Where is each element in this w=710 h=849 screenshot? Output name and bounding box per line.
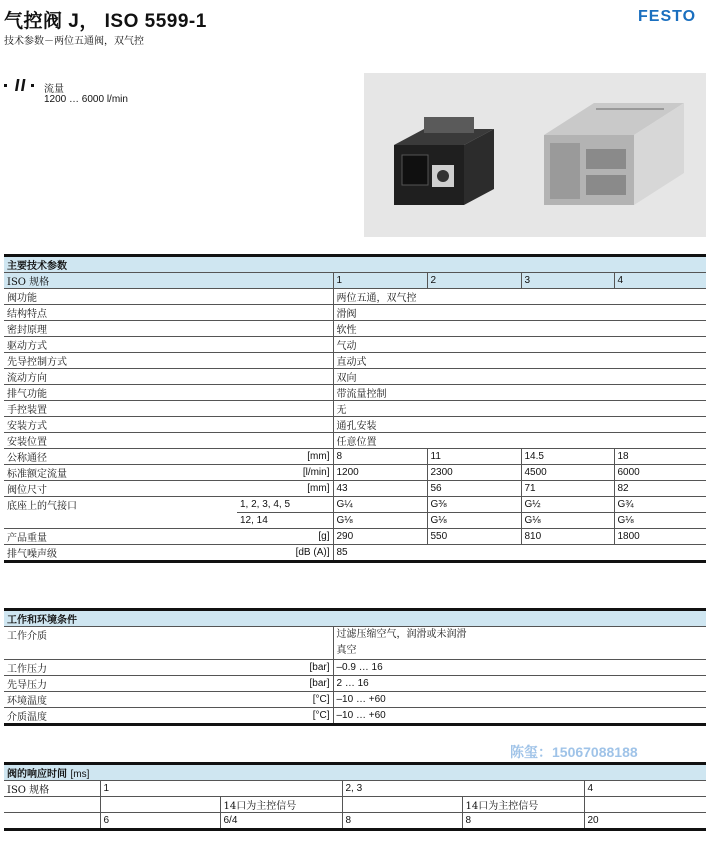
row-value: 两位五通，双气控 xyxy=(333,289,706,305)
row-label: 先导压力 xyxy=(4,676,237,692)
table-row xyxy=(4,676,706,692)
contact-name: 陈玺：15067088188 xyxy=(510,744,638,760)
cell: 8 xyxy=(333,449,427,465)
row-unit: [mm] xyxy=(237,449,333,465)
row-value xyxy=(333,627,706,660)
table-row xyxy=(4,385,706,401)
row-label: 工作介质 xyxy=(4,627,333,660)
row-value: –10 … +60 xyxy=(333,708,706,725)
table-row xyxy=(4,449,706,465)
row-label: 安装位置 xyxy=(4,433,333,449)
cell: 11 xyxy=(427,449,521,465)
row-value: 85 xyxy=(333,545,706,562)
cell: 2300 xyxy=(427,465,521,481)
table-row xyxy=(4,433,706,449)
cell: 4500 xyxy=(521,465,614,481)
row-value: 滑阀 xyxy=(333,305,706,321)
row-label: 公称通径 xyxy=(4,449,237,465)
table-row xyxy=(4,401,706,417)
row-label: 工作压力 xyxy=(4,660,237,676)
cell: G¼ xyxy=(333,497,427,513)
section-title-text: 阀的响应时间 xyxy=(7,769,67,780)
cell: 810 xyxy=(521,529,614,545)
cell: 18 xyxy=(614,449,706,465)
size-1: 1 xyxy=(333,273,427,289)
iso-size-row xyxy=(4,781,706,797)
cell: 6 xyxy=(100,813,220,830)
cell: 6000 xyxy=(614,465,706,481)
cell: G⅜ xyxy=(427,497,521,513)
row-value: 直动式 xyxy=(333,353,706,369)
section-title: 主要技术参数 xyxy=(4,256,706,273)
row-label: 安装方式 xyxy=(4,417,333,433)
row-label: 排气噪声级 xyxy=(4,545,237,562)
iso-label: ISO 规格 xyxy=(4,781,100,797)
cell: 550 xyxy=(427,529,521,545)
port-group-b: 12, 14 xyxy=(237,513,333,529)
row-label: 结构特点 xyxy=(4,305,333,321)
page-subtitle: 技术参数－两位五通阀，双气控 xyxy=(4,36,144,47)
cell: 8 xyxy=(462,813,584,830)
table-row xyxy=(4,369,706,385)
cell: 71 xyxy=(521,481,614,497)
response-time-table xyxy=(4,762,706,831)
iso-size-row xyxy=(4,273,706,289)
row-label: 手控装置 xyxy=(4,401,333,417)
row-unit: [mm] xyxy=(237,481,333,497)
brand-logo: FESTO xyxy=(638,8,697,25)
row-value: 任意位置 xyxy=(333,433,706,449)
table-row xyxy=(4,337,706,353)
conditions-table xyxy=(4,608,706,726)
row-unit: [°C] xyxy=(237,692,333,708)
signal-label: 14口为主控信号 xyxy=(220,797,342,813)
row-value: 通孔安装 xyxy=(333,417,706,433)
signal-label: 14口为主控信号 xyxy=(462,797,584,813)
cell: 14.5 xyxy=(521,449,614,465)
table-title-row xyxy=(4,256,706,273)
table-row xyxy=(4,353,706,369)
cell: 1200 xyxy=(333,465,427,481)
page-title: 气控阀 J， ISO 5599-1 xyxy=(4,11,207,32)
row-value: 2 … 16 xyxy=(333,676,706,692)
cell: G⅛ xyxy=(614,513,706,529)
row-label: 排气功能 xyxy=(4,385,333,401)
table-title-row xyxy=(4,610,706,627)
row-label: 密封原理 xyxy=(4,321,333,337)
row-unit: [l/min] xyxy=(237,465,333,481)
cell: G⅛ xyxy=(427,513,521,529)
table-row xyxy=(4,289,706,305)
row-label: 环境温度 xyxy=(4,692,237,708)
row-unit: [dB (A)] xyxy=(237,545,333,562)
row-value: 带流量控制 xyxy=(333,385,706,401)
cell: 1800 xyxy=(614,529,706,545)
flow-value: 1200 … 6000 l/min xyxy=(44,94,128,105)
medium-line-1: 过滤压缩空气，润滑或未润滑 xyxy=(336,629,467,640)
table-row xyxy=(4,627,706,660)
section-title: 工作和环境条件 xyxy=(4,610,706,627)
row-value: 无 xyxy=(333,401,706,417)
row-value: 双向 xyxy=(333,369,706,385)
cell: 82 xyxy=(614,481,706,497)
table-title-row xyxy=(4,764,706,781)
flow-label: 流量 xyxy=(44,84,64,95)
row-label: 阀位尺寸 xyxy=(4,481,237,497)
table-row xyxy=(4,321,706,337)
table-row xyxy=(4,305,706,321)
table-row xyxy=(4,465,706,481)
row-unit: [°C] xyxy=(237,708,333,725)
cell: G⅛ xyxy=(333,513,427,529)
group-2-3: 2, 3 xyxy=(342,781,584,797)
table-row xyxy=(4,708,706,725)
row-label: 先导控制方式 xyxy=(4,353,333,369)
cell: 20 xyxy=(584,813,706,830)
row-label: 驱动方式 xyxy=(4,337,333,353)
row-value: –0.9 … 16 xyxy=(333,660,706,676)
cell: 8 xyxy=(342,813,462,830)
size-2: 2 xyxy=(427,273,521,289)
row-unit: [g] xyxy=(237,529,333,545)
cell: G⅛ xyxy=(521,513,614,529)
section-title xyxy=(4,764,706,781)
table-row xyxy=(4,529,706,545)
row-label: 标准额定流量 xyxy=(4,465,237,481)
row-label: 介质温度 xyxy=(4,708,237,725)
row-value: 气动 xyxy=(333,337,706,353)
table-row xyxy=(4,481,706,497)
port-group-a: 1, 2, 3, 4, 5 xyxy=(237,497,333,513)
row-value: –10 … +60 xyxy=(333,692,706,708)
size-3: 3 xyxy=(521,273,614,289)
size-4: 4 xyxy=(614,273,706,289)
cell: 56 xyxy=(427,481,521,497)
cell: 290 xyxy=(333,529,427,545)
group-4: 4 xyxy=(584,781,706,797)
table-row xyxy=(4,497,706,513)
row-label: 流动方向 xyxy=(4,369,333,385)
iso-label: ISO 规格 xyxy=(4,273,333,289)
row-unit: [bar] xyxy=(237,660,333,676)
table-row xyxy=(4,545,706,562)
group-1: 1 xyxy=(100,781,342,797)
cell: G¾ xyxy=(614,497,706,513)
medium-line-2: 真空 xyxy=(336,645,357,656)
cell: G½ xyxy=(521,497,614,513)
row-label: 底座上的气接口 xyxy=(4,497,237,529)
table-row xyxy=(4,660,706,676)
table-row xyxy=(4,417,706,433)
row-label: 阀功能 xyxy=(4,289,333,305)
row-label: 产品重量 xyxy=(4,529,237,545)
flow-icon xyxy=(4,78,44,92)
table-row xyxy=(4,813,706,830)
section-title-unit: [ms] xyxy=(70,769,90,780)
product-photo xyxy=(364,73,706,237)
cell: 43 xyxy=(333,481,427,497)
main-specs-table xyxy=(4,254,706,563)
row-unit: [bar] xyxy=(237,676,333,692)
signal-row xyxy=(4,797,706,813)
cell: 6/4 xyxy=(220,813,342,830)
row-value: 软性 xyxy=(333,321,706,337)
table-row xyxy=(4,692,706,708)
